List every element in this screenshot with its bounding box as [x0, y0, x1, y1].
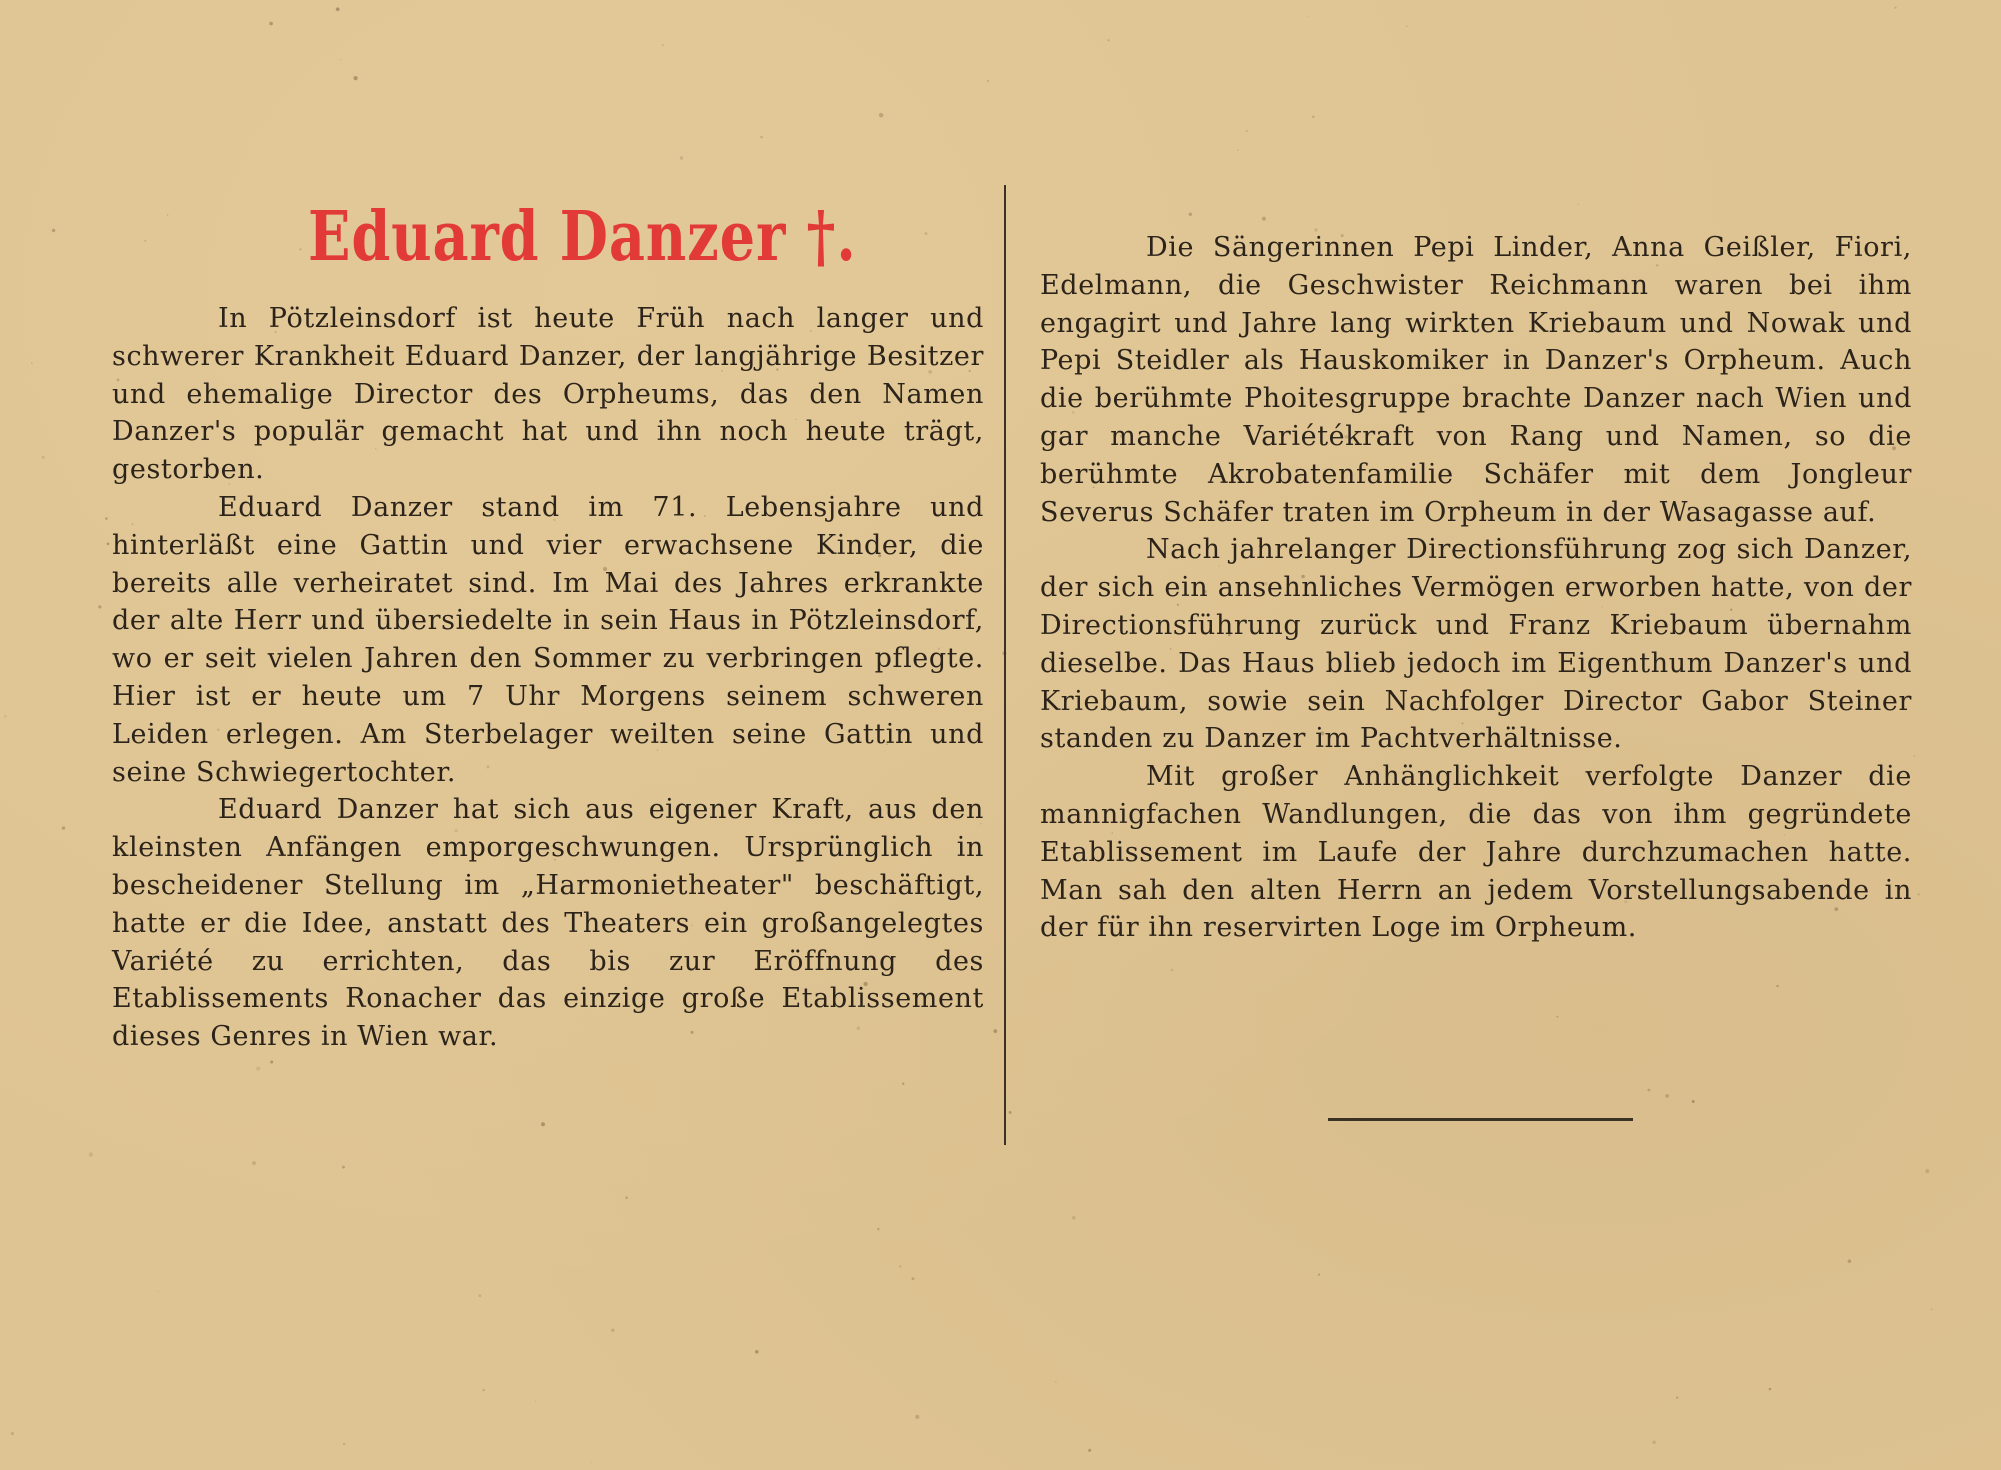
paper-speck [1692, 1100, 1695, 1103]
paper-speck [11, 1432, 14, 1435]
paper-speck [912, 1277, 915, 1280]
paper-speck [1237, 150, 1238, 151]
article-left-column [112, 300, 984, 1056]
paper-speck [270, 1061, 273, 1064]
paper-speck [1894, 7, 1896, 9]
paper-speck [4, 715, 7, 718]
paper-speck [1318, 1274, 1320, 1276]
paper-speck [1171, 969, 1174, 972]
paper-speck [879, 113, 883, 117]
paragraph-family: Eduard Danzer stand im 71. Lebensjahre und hinterläßt eine Gattin und vier erwachsene Kinder, die bereits alle verheiratet sind. Im Mai des Jahres erkrankte der alte Herr und übersiedelte in sein Haus in Pötzleinsdorf, wo er seit vielen Jahren den Sommer zu verbringen pflegte. Hier ist er heute um 7 Uhr Morgens seinem schweren Leiden erlegen. Am Sterbelager weilten seine Gattin und seine Schwiegertochter. [112, 491, 984, 788]
paper-speck [902, 1083, 904, 1085]
paper-speck [256, 1067, 260, 1071]
paper-speck [1676, 1397, 1678, 1399]
paper-speck [89, 1152, 93, 1156]
paper-speck [590, 1462, 591, 1463]
paper-speck [1914, 755, 1915, 756]
paper-speck [535, 1401, 536, 1402]
paper-speck [1406, 26, 1408, 28]
paper-speck [993, 1029, 997, 1033]
paper-speck [1262, 217, 1266, 221]
paper-speck [1055, 1381, 1056, 1382]
column-divider [1004, 185, 1006, 1145]
paper-speck [541, 1122, 545, 1126]
paper-speck [1652, 1441, 1656, 1445]
paper-speck [62, 826, 65, 829]
paper-speck [680, 156, 683, 159]
paragraph-performers: Die Sängerinnen Pepi Linder, Anna Geißler, Fiori, Edelmann, die Geschwister Reichmann waren bei ihm engagirt und Jahre lang wirkten Kriebaum und Nowak und Pepi Steidler als Hauskomiker in Danzer's Orpheum. Auch die berühmte Phoitesgruppe brachte Danzer nach Wien und gar manche Variétékraft von Rang und Namen, so die berühmte Akrobatenfamilie Schäfer mit dem Jongleur Severus Schäfer traten im Orpheum in der Wasagasse auf. [1040, 232, 1912, 528]
paper-speck [42, 456, 45, 459]
paragraph-career: Eduard Danzer hat sich aus eigener Kraft, aus den kleinsten Anfängen emporgeschwungen. Ursprünglich in bescheidener Stellung im „Harmonietheater" beschäftigt, hatte er die Idee, anstatt des Theaters ein großangelegtes Variété zu errichten, das bis zur Eröffnung des Etablissements Ronacher das einzige große Etablissement dieses Genres in Wien war. [112, 794, 984, 1053]
paper-speck [1648, 1089, 1651, 1092]
paper-speck [105, 517, 107, 519]
paper-speck [1665, 1094, 1668, 1097]
paper-speck [31, 362, 33, 364]
paper-speck [1925, 1169, 1929, 1173]
paper-speck [1307, 16, 1308, 17]
paper-speck [1312, 115, 1315, 118]
paper-speck [925, 232, 928, 235]
paper-speck [625, 1196, 628, 1199]
paper-speck [760, 136, 763, 139]
paper-speck [1557, 1016, 1559, 1018]
paper-speck [1246, 130, 1248, 132]
paper-speck [483, 1389, 485, 1391]
paper-speck [987, 80, 989, 82]
paper-speck [269, 22, 273, 26]
paper-speck [755, 1350, 759, 1354]
paper-speck [52, 229, 55, 232]
paper-speck [354, 76, 358, 80]
paper-speck [877, 1228, 880, 1231]
paper-speck [899, 1265, 902, 1268]
paper-speck [98, 605, 101, 608]
article-headline: Eduard Danzer †. [308, 197, 857, 277]
paper-speck [1577, 204, 1579, 206]
paper-speck [343, 1443, 346, 1446]
paper-speck [1072, 1216, 1076, 1220]
paper-speck [1931, 1308, 1933, 1310]
paper-speck [300, 248, 302, 250]
paper-speck [1088, 1449, 1091, 1452]
paper-speck [611, 1329, 614, 1332]
article-end-rule [1328, 1118, 1633, 1121]
article-right-column [1040, 229, 1912, 947]
paper-speck [1918, 893, 1920, 895]
paper-speck [479, 1294, 482, 1297]
paper-speck [167, 214, 169, 216]
paper-speck [1848, 1259, 1852, 1263]
paper-speck [107, 543, 110, 546]
paragraph-succession: Nach jahrelanger Directionsführung zog sich Danzer, der sich ein ansehnliches Vermögen erworben hatte, von der Directionsführung zurück und Franz Kriebaum übernahm dieselbe. Das Haus blieb jedoch im Eigenthum Danzer's und Kriebaum, sowie sein Nachfolger Director Gabor Steiner standen zu Danzer im Pachtverhältnisse. [1040, 534, 1912, 755]
paper-speck [1776, 985, 1778, 987]
paper-speck [252, 1161, 256, 1165]
paper-speck [915, 1415, 919, 1419]
paper-speck [340, 59, 341, 60]
paper-speck [158, 1291, 159, 1292]
paper-speck [145, 240, 147, 242]
paper-speck [1189, 213, 1192, 216]
paragraph-death-notice: In Pötzleinsdorf ist heute Früh nach langer und schwerer Krankheit Eduard Danzer, der langjährige Besitzer und ehemalige Director des Orpheums, das den Namen Danzer's populär gemacht hat und ihn noch heute trägt, gestorben. [112, 303, 984, 486]
paper-speck [1769, 1388, 1771, 1390]
paper-speck [336, 7, 340, 11]
paper-speck [662, 45, 663, 46]
paragraph-devotion: Mit großer Anhänglichkeit verfolgte Danzer die mannigfachen Wandlungen, die das von ihm gegründete Etablissement im Laufe der Jahre durchzumachen hatte. Man sah den alten Herrn an jedem Vorstellungsabende in der für ihn reservirten Loge im Orpheum. [1040, 761, 1912, 944]
paper-speck [1107, 39, 1109, 41]
paper-speck [1009, 1111, 1012, 1114]
paper-speck [342, 1166, 345, 1169]
